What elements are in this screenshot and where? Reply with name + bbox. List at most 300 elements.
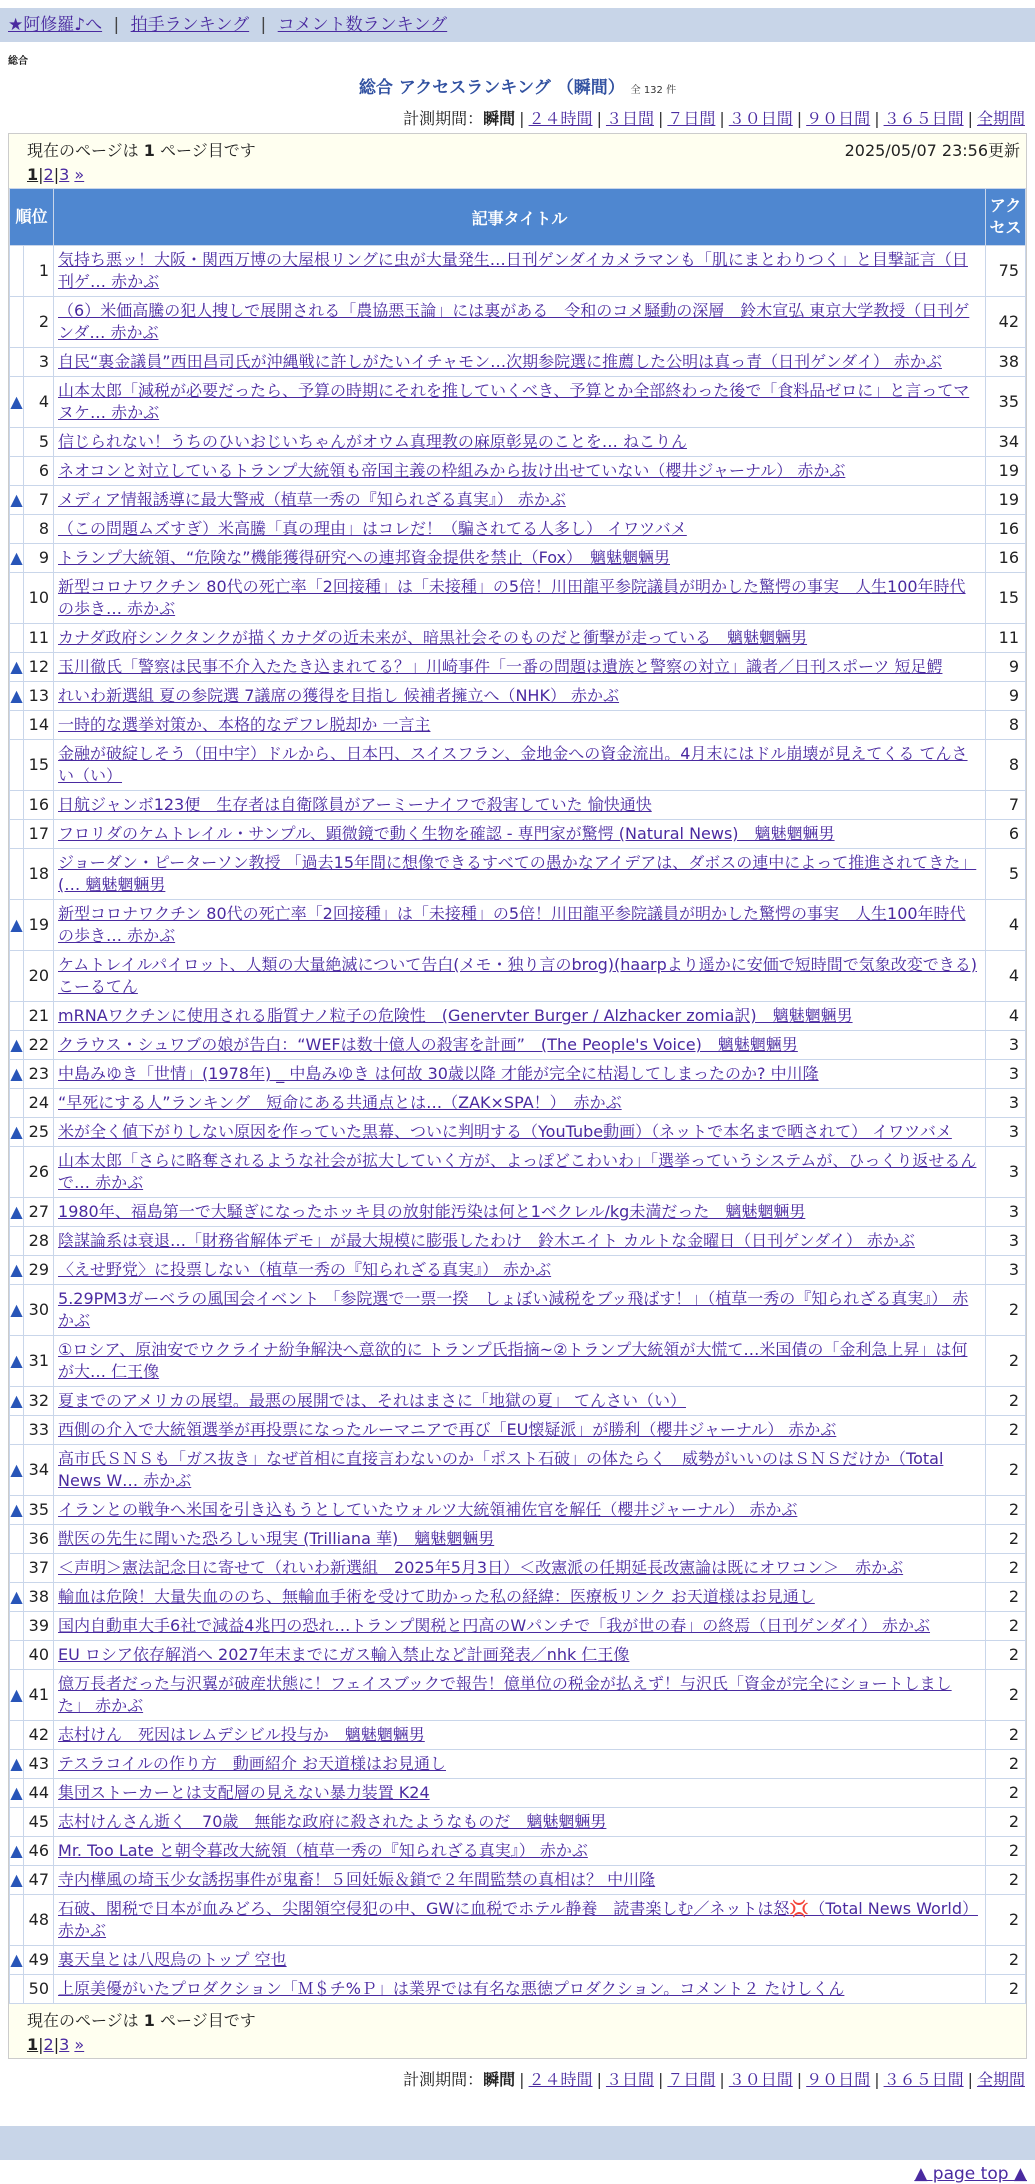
rank-cell: 21 bbox=[24, 1002, 54, 1031]
access-count-cell: 3 bbox=[986, 1227, 1026, 1256]
period-link[interactable]: ３０日間 bbox=[728, 2070, 793, 2089]
title-cell bbox=[54, 1895, 986, 1946]
up-arrow-icon: ▲ bbox=[10, 1841, 23, 1860]
table-row bbox=[10, 1089, 1026, 1118]
rank-change-cell bbox=[10, 1445, 24, 1496]
rank-change-cell bbox=[10, 624, 24, 653]
rank-cell: 5 bbox=[24, 428, 54, 457]
article-link[interactable]: ケムトレイルパイロット、人類の大量絶滅について告白(メモ・独り言のbrog)(haarpより遥かに安価で短時間で気象改変できる) こーるてん bbox=[58, 955, 977, 996]
article-link[interactable]: 山本太郎「さらに略奪されるような社会が拡大していく方が、よっぽどこわいわ」「選挙っていうシステムが、ひっくり返せるんで… 赤かぶ bbox=[58, 1151, 977, 1192]
access-count-cell: 2 bbox=[986, 1946, 1026, 1975]
nav-separator: | bbox=[113, 15, 120, 35]
title-cell bbox=[54, 1118, 986, 1147]
period-link[interactable]: ２４時間 bbox=[528, 109, 593, 128]
period-link[interactable]: ３０日間 bbox=[728, 109, 793, 128]
page-link[interactable]: 3 bbox=[59, 2035, 70, 2054]
rank-cell: 42 bbox=[24, 1721, 54, 1750]
rank-cell: 32 bbox=[24, 1387, 54, 1416]
table-row bbox=[10, 1837, 1026, 1866]
table-row bbox=[10, 1445, 1026, 1496]
current-page-number: 1 bbox=[143, 141, 155, 160]
article-link[interactable]: カナダ政府シンクタンクが描くカナダの近未来が、暗黒社会そのものだと衝撃が走っている 魑魅魍魎男 bbox=[58, 628, 808, 647]
period-separator: | bbox=[967, 109, 973, 128]
title-cell bbox=[54, 1554, 986, 1583]
rank-change-cell bbox=[10, 486, 24, 515]
access-count-cell: 2 bbox=[986, 1866, 1026, 1895]
rank-change-cell bbox=[10, 1198, 24, 1227]
period-link[interactable]: ３日間 bbox=[605, 109, 654, 128]
article-link[interactable]: メディア情報誘導に最大警戒（植草一秀の『知られざる真実』） 赤かぶ bbox=[58, 490, 566, 509]
table-row bbox=[10, 624, 1026, 653]
page-info-suffix: ページ目です bbox=[160, 141, 256, 160]
table-row bbox=[10, 297, 1026, 348]
table-row bbox=[10, 457, 1026, 486]
rank-cell: 25 bbox=[24, 1118, 54, 1147]
table-header bbox=[10, 189, 1026, 246]
up-arrow-icon: ▲ bbox=[10, 657, 23, 676]
article-link[interactable]: ネオコンと対立しているトランプ大統領も帝国主義の枠組みから抜け出せていない（櫻井ジャーナル） 赤かぶ bbox=[58, 461, 846, 480]
title-cell bbox=[54, 900, 986, 951]
article-link[interactable]: 1980年、福島第一で大騒ぎになったホッキ貝の放射能汚染は何と1ベクレル/kg未満だった 魑魅魍魎男 bbox=[58, 1202, 806, 1221]
up-arrow-icon: ▲ bbox=[10, 686, 23, 705]
access-count-cell: 42 bbox=[986, 297, 1026, 348]
title-cell bbox=[54, 1416, 986, 1445]
rank-change-cell bbox=[10, 1946, 24, 1975]
rank-change-cell bbox=[10, 1416, 24, 1445]
access-count-cell: 3 bbox=[986, 1089, 1026, 1118]
rank-cell: 34 bbox=[24, 1445, 54, 1496]
period-separator: | bbox=[874, 2070, 880, 2089]
article-link[interactable]: 西側の介入で大統領選挙が再投票になったルーマニアで再び「EU懐疑派」が勝利（櫻井ジャーナル） 赤かぶ bbox=[58, 1420, 837, 1439]
rank-change-cell bbox=[10, 900, 24, 951]
title-cell bbox=[54, 1227, 986, 1256]
table-row bbox=[10, 1808, 1026, 1837]
access-count-cell: 3 bbox=[986, 1118, 1026, 1147]
rank-change-cell bbox=[10, 246, 24, 297]
title-cell bbox=[54, 820, 986, 849]
article-link[interactable]: 高市氏ＳＮＳも「ガス抜き」なぜ首相に直接言わないのか「ポスト石破」の体たらく 威勢がいいのはＳＮＳだけか（Total News W… 赤かぶ bbox=[58, 1449, 944, 1490]
access-count-cell: 4 bbox=[986, 900, 1026, 951]
up-arrow-icon: ▲ bbox=[10, 1950, 23, 1969]
page-links bbox=[27, 2035, 1008, 2054]
rank-cell: 19 bbox=[24, 900, 54, 951]
table-row bbox=[10, 1285, 1026, 1336]
article-link[interactable]: EU ロシア依存解消へ 2027年末までにガス輸入禁止など計画発表／nhk 仁王像 bbox=[58, 1645, 630, 1664]
up-arrow-icon: ▲ bbox=[10, 1300, 23, 1319]
rank-cell: 4 bbox=[24, 377, 54, 428]
current-page-number: 1 bbox=[143, 2011, 155, 2030]
access-count-cell: 2 bbox=[986, 1285, 1026, 1336]
table-row bbox=[10, 900, 1026, 951]
rank-cell: 3 bbox=[24, 348, 54, 377]
article-link[interactable]: 志村けんさん逝く 70歳 無能な政府に殺されたようなものだ 魑魅魍魎男 bbox=[58, 1812, 607, 1831]
title-cell bbox=[54, 791, 986, 820]
article-link[interactable]: “早死にする人”ランキング 短命にある共通点とは…（ZAK×SPA！） 赤かぶ bbox=[58, 1093, 622, 1112]
rank-change-cell bbox=[10, 1866, 24, 1895]
article-link[interactable]: 山本太郎「減税が必要だったら、予算の時期にそれを推していくべき、予算とか全部終わった後で「食料品ゼロに」と言ってマヌケ… 赤かぶ bbox=[58, 381, 970, 422]
article-link[interactable]: ＜声明＞憲法記念日に寄せて（れいわ新選組 2025年5月3日）＜改憲派の任期延長改憲論は既にオワコン＞ 赤かぶ bbox=[58, 1558, 904, 1577]
access-count-cell: 15 bbox=[986, 573, 1026, 624]
up-arrow-icon: ▲ bbox=[10, 1685, 23, 1704]
table-row bbox=[10, 653, 1026, 682]
rank-cell: 45 bbox=[24, 1808, 54, 1837]
period-separator: | bbox=[967, 2070, 973, 2089]
table-row bbox=[10, 849, 1026, 900]
table-row bbox=[10, 348, 1026, 377]
page-link[interactable]: 3 bbox=[59, 165, 70, 184]
rank-change-cell bbox=[10, 1779, 24, 1808]
rank-change-cell bbox=[10, 1118, 24, 1147]
rank-cell: 30 bbox=[24, 1285, 54, 1336]
rank-change-cell bbox=[10, 1975, 24, 2004]
table-row bbox=[10, 791, 1026, 820]
rank-change-cell bbox=[10, 1256, 24, 1285]
access-count-cell: 3 bbox=[986, 1060, 1026, 1089]
article-link[interactable]: 陰謀論系は衰退…「財務省解体デモ」が最大規模に膨張したわけ 鈴木エイト カルトな金曜日（日刊ゲンダイ） 赤かぶ bbox=[58, 1231, 915, 1250]
ranking-container bbox=[8, 133, 1027, 2059]
up-arrow-icon: ▲ bbox=[10, 1122, 23, 1141]
updated-timestamp: 2025/05/07 23:56更新 bbox=[844, 141, 1020, 160]
period-link[interactable]: ７日間 bbox=[667, 2070, 716, 2089]
rank-cell: 22 bbox=[24, 1031, 54, 1060]
article-link[interactable]: テスラコイルの作り方 動画紹介 お天道様はお見通し bbox=[58, 1754, 446, 1773]
rank-cell: 10 bbox=[24, 573, 54, 624]
rank-change-cell bbox=[10, 1670, 24, 1721]
title-cell bbox=[54, 486, 986, 515]
table-row bbox=[10, 246, 1026, 297]
page-title bbox=[0, 73, 1035, 98]
page-info-suffix: ページ目です bbox=[160, 2011, 256, 2030]
rank-cell: 12 bbox=[24, 653, 54, 682]
rank-change-cell bbox=[10, 1227, 24, 1256]
period-separator: | bbox=[719, 109, 725, 128]
access-count-cell: 2 bbox=[986, 1895, 1026, 1946]
period-link[interactable]: 全期間 bbox=[976, 2070, 1025, 2089]
access-count-cell: 9 bbox=[986, 682, 1026, 711]
title-cell bbox=[54, 1670, 986, 1721]
access-count-cell: 4 bbox=[986, 1002, 1026, 1031]
table-row bbox=[10, 1336, 1026, 1387]
next-page-link[interactable]: » bbox=[74, 165, 85, 184]
title-cell bbox=[54, 1387, 986, 1416]
article-link[interactable]: （6）米価高騰の犯人捜しで展開される「農協悪玉論」には裏がある 令和のコメ騒動の深層 鈴木宣弘 東京大学教授（日刊ゲンダ… 赤かぶ bbox=[58, 301, 970, 342]
table-row bbox=[10, 1612, 1026, 1641]
article-link[interactable]: れいわ新選組 夏の参院選 7議席の獲得を目指し 候補者擁立へ（NHK） 赤かぶ bbox=[58, 686, 620, 705]
article-link[interactable]: Mr. Too Late と朝令暮改大統領（植草一秀の『知られざる真実』） 赤かぶ bbox=[58, 1841, 588, 1860]
article-link[interactable]: 玉川徹氏「警察は民事不介入たたき込まれてる？」川崎事件「一番の問題は遺族と警察の対立」識者／日刊スポーツ 短足鰐 bbox=[58, 657, 943, 676]
table-row bbox=[10, 1866, 1026, 1895]
table-row bbox=[10, 486, 1026, 515]
rank-cell: 46 bbox=[24, 1837, 54, 1866]
access-count-cell: 19 bbox=[986, 457, 1026, 486]
access-count-cell: 2 bbox=[986, 1525, 1026, 1554]
article-link[interactable]: 夏までのアメリカの展望。最悪の展開では、それはまさに「地獄の夏」 てんさい（い） bbox=[58, 1391, 686, 1410]
title-cell bbox=[54, 1866, 986, 1895]
access-count-cell: 6 bbox=[986, 820, 1026, 849]
article-link[interactable]: 石破、閣税で日本が血みどろ、尖閣領空侵犯の中、GWに血税でホテル静養 読書楽しむ／ネットは怒💢（Total News World） 赤かぶ bbox=[58, 1899, 978, 1940]
page-separator: | bbox=[53, 165, 60, 184]
comment-ranking-link[interactable]: コメント数ランキング bbox=[277, 15, 448, 35]
title-cell bbox=[54, 653, 986, 682]
article-link[interactable]: 寺内樺風の埼玉少女誘拐事件が鬼畜！５回妊娠＆鎖で２年間監禁の真相は？ 中川隆 bbox=[58, 1870, 656, 1889]
title-cell bbox=[54, 1256, 986, 1285]
rank-cell: 29 bbox=[24, 1256, 54, 1285]
article-link[interactable]: ①ロシア、原油安でウクライナ紛争解決へ意欲的に トランプ氏指摘~②トランプ大統領が大慌て…米国債の「金利急上昇」は何が大… 仁王像 bbox=[58, 1340, 968, 1381]
up-arrow-icon: ▲ bbox=[10, 915, 23, 934]
rank-cell: 33 bbox=[24, 1416, 54, 1445]
home-link[interactable]: ★阿修羅♪へ bbox=[8, 15, 103, 35]
title-cell bbox=[54, 1525, 986, 1554]
up-arrow-icon: ▲ bbox=[10, 1587, 23, 1606]
up-arrow-icon: ▲ bbox=[10, 1391, 23, 1410]
rank-change-cell bbox=[10, 1060, 24, 1089]
title-cell bbox=[54, 711, 986, 740]
access-count-cell: 2 bbox=[986, 1496, 1026, 1525]
article-link[interactable]: 自民“裏金議員”西田昌司氏が沖縄戦に許しがたいイチャモン…次期参院選に推薦した公明は真っ青（日刊ゲンダイ） 赤かぶ bbox=[58, 352, 942, 371]
title-cell bbox=[54, 740, 986, 791]
access-count-cell: 2 bbox=[986, 1416, 1026, 1445]
title-cell bbox=[54, 1496, 986, 1525]
rank-cell: 17 bbox=[24, 820, 54, 849]
rank-change-cell bbox=[10, 820, 24, 849]
page-info-prefix: 現在のページは bbox=[27, 2011, 139, 2030]
article-link[interactable]: 志村けん 死因はレムデシビル投与か 魑魅魍魎男 bbox=[58, 1725, 425, 1744]
title-cell bbox=[54, 1750, 986, 1779]
title-cell bbox=[54, 573, 986, 624]
access-count-cell: 2 bbox=[986, 1779, 1026, 1808]
article-link[interactable]: 気持ち悪ッ！大阪・関西万博の大屋根リングに虫が大量発生…日刊ゲンダイカメラマンも「肌にまとわりつく」と目撃証言（日刊ゲ… 赤かぶ bbox=[58, 250, 968, 291]
period-link[interactable]: ３日間 bbox=[605, 2070, 654, 2089]
category-label: 総合 bbox=[8, 56, 28, 67]
article-link[interactable]: 〈えせ野党〉に投票しない（植草一秀の『知られざる真実』） 赤かぶ bbox=[58, 1260, 552, 1279]
rank-change-cell bbox=[10, 1147, 24, 1198]
period-separator: | bbox=[874, 109, 880, 128]
rank-cell: 50 bbox=[24, 1975, 54, 2004]
table-row bbox=[10, 1118, 1026, 1147]
period-link[interactable]: ２４時間 bbox=[528, 2070, 593, 2089]
page-link[interactable]: 2 bbox=[43, 2035, 54, 2054]
access-count-cell: 2 bbox=[986, 1750, 1026, 1779]
period-current: 瞬間 bbox=[483, 109, 516, 128]
rank-cell: 44 bbox=[24, 1779, 54, 1808]
article-link[interactable]: ジョーダン・ピーターソン教授 「過去15年間に想像できるすべての愚かなアイデアは、ダボスの連中によって推進されてきた」(… 魑魅魍魎男 bbox=[58, 853, 977, 894]
rank-cell: 38 bbox=[24, 1583, 54, 1612]
ranking-table bbox=[9, 188, 1026, 2004]
title-cell bbox=[54, 246, 986, 297]
table-row bbox=[10, 1525, 1026, 1554]
page-link-current: 1 bbox=[27, 2035, 39, 2054]
period-link[interactable]: 全期間 bbox=[976, 109, 1025, 128]
rank-cell: 49 bbox=[24, 1946, 54, 1975]
article-link[interactable]: 金融が破綻しそう（田中宇）ドルから、日本円、スイスフラン、金地金への資金流出。4月末にはドル崩壊が見えてくる てんさい（い） bbox=[58, 744, 968, 785]
title-cell bbox=[54, 1946, 986, 1975]
page-link[interactable]: 2 bbox=[43, 165, 54, 184]
pager-top bbox=[9, 134, 1026, 188]
article-link[interactable]: 上原美優がいたプロダクション「Ｍ＄チ%Ｐ」は業界では有名な悪徳プロダクション。コメント２ たけしくん bbox=[58, 1979, 845, 1998]
article-link[interactable]: フロリダのケムトレイル・サンプル、顕微鏡で動く生物を確認 - 専門家が驚愕 (Natural News) 魑魅魍魎男 bbox=[58, 824, 835, 843]
table-row bbox=[10, 1147, 1026, 1198]
table-row bbox=[10, 1721, 1026, 1750]
title-cell bbox=[54, 515, 986, 544]
access-count-cell: 7 bbox=[986, 791, 1026, 820]
title-cell bbox=[54, 951, 986, 1002]
rank-change-cell bbox=[10, 348, 24, 377]
article-link[interactable]: 中島みゆき「世情」(1978年) _ 中島みゆき は何故 30歳以降 才能が完全に枯渇してしまったのか? 中川隆 bbox=[58, 1064, 819, 1083]
rank-cell: 48 bbox=[24, 1895, 54, 1946]
article-link[interactable]: トランプ大統領、“危険な”機能獲得研究への連邦資金提供を禁止（Fox） 魑魅魍魎男 bbox=[58, 548, 670, 567]
table-row bbox=[10, 1750, 1026, 1779]
period-separator: | bbox=[596, 109, 602, 128]
access-count-cell: 2 bbox=[986, 1445, 1026, 1496]
table-row bbox=[10, 1256, 1026, 1285]
up-arrow-icon: ▲ bbox=[10, 548, 23, 567]
rank-change-cell bbox=[10, 297, 24, 348]
title-cell bbox=[54, 1336, 986, 1387]
access-count-cell: 3 bbox=[986, 1256, 1026, 1285]
table-row bbox=[10, 1670, 1026, 1721]
rank-change-cell bbox=[10, 1612, 24, 1641]
rank-cell: 2 bbox=[24, 297, 54, 348]
rank-cell: 1 bbox=[24, 246, 54, 297]
rank-cell: 13 bbox=[24, 682, 54, 711]
title-cell bbox=[54, 1031, 986, 1060]
article-link[interactable]: 新型コロナワクチン 80代の死亡率「2回接種」は「未接種」の5倍！川田龍平参院議員が明かした驚愕の事実 人生100年時代の歩き… 赤かぶ bbox=[58, 904, 966, 945]
access-count-cell: 2 bbox=[986, 1612, 1026, 1641]
table-row bbox=[10, 1895, 1026, 1946]
period-separator: | bbox=[596, 2070, 602, 2089]
access-count-cell: 8 bbox=[986, 711, 1026, 740]
table-row bbox=[10, 1554, 1026, 1583]
rank-change-cell bbox=[10, 1583, 24, 1612]
rank-change-cell bbox=[10, 1031, 24, 1060]
table-row bbox=[10, 428, 1026, 457]
period-link[interactable]: ３６５日間 bbox=[883, 109, 964, 128]
rank-cell: 40 bbox=[24, 1641, 54, 1670]
period-link[interactable]: ３６５日間 bbox=[883, 2070, 964, 2089]
rank-cell: 11 bbox=[24, 624, 54, 653]
article-link[interactable]: 米が全く値下がりしない原因を作っていた黒幕、ついに判明する（YouTube動画）（ネットで本名まで晒されて） イワツバメ bbox=[58, 1122, 952, 1141]
rank-cell: 9 bbox=[24, 544, 54, 573]
table-row bbox=[10, 740, 1026, 791]
period-link[interactable]: ９０日間 bbox=[806, 2070, 871, 2089]
access-count-cell: 2 bbox=[986, 1721, 1026, 1750]
rank-change-cell bbox=[10, 1721, 24, 1750]
rank-change-cell bbox=[10, 377, 24, 428]
access-header: アクセス bbox=[986, 189, 1026, 246]
article-link[interactable]: 億万長者だった与沢翼が破産状態に！フェイスブックで報告！億単位の税金が払えず！与沢氏「資金が完全にショートしました」 赤かぶ bbox=[58, 1674, 952, 1715]
title-cell bbox=[54, 1445, 986, 1496]
article-link[interactable]: イランとの戦争へ米国を引き込もうとしていたウォルツ大統領補佐官を解任（櫻井ジャーナル） 赤かぶ bbox=[58, 1500, 798, 1519]
clap-ranking-link[interactable]: 拍手ランキング bbox=[130, 15, 250, 35]
rank-change-cell bbox=[10, 573, 24, 624]
page-separator: | bbox=[53, 2035, 60, 2054]
rank-cell: 41 bbox=[24, 1670, 54, 1721]
rank-change-cell bbox=[10, 740, 24, 791]
title-cell bbox=[54, 1808, 986, 1837]
access-count-cell: 16 bbox=[986, 515, 1026, 544]
access-count-cell: 2 bbox=[986, 1387, 1026, 1416]
rank-change-cell bbox=[10, 1002, 24, 1031]
page-info-prefix: 現在のページは bbox=[27, 141, 139, 160]
rank-cell: 28 bbox=[24, 1227, 54, 1256]
article-link[interactable]: 輸血は危険！大量失血ののち、無輸血手術を受けて助かった私の経緯：医療板リンク お天道様はお見通し bbox=[58, 1587, 815, 1606]
table-row bbox=[10, 951, 1026, 1002]
period-separator: | bbox=[657, 109, 664, 128]
rank-change-cell bbox=[10, 515, 24, 544]
table-row bbox=[10, 1946, 1026, 1975]
article-link[interactable]: 集団ストーカーとは支配層の見えない暴力装置 K24 bbox=[58, 1783, 430, 1802]
article-link[interactable]: 信じられない！うちのひいおじいちゃんがオウム真理教の麻原彰晃のことを… ねこりん bbox=[58, 432, 687, 451]
article-link[interactable]: （この問題ムズすぎ）米高騰「真の理由」はコレだ！（騙されてる人多し） イワツバメ bbox=[58, 519, 687, 538]
article-link[interactable]: 日航ジャンボ123便 生存者は自衛隊員がアーミーナイフで殺害していた 愉快通快 bbox=[58, 795, 652, 814]
up-arrow-icon: ▲ bbox=[10, 1035, 23, 1054]
rank-change-cell bbox=[10, 849, 24, 900]
access-count-cell: 5 bbox=[986, 849, 1026, 900]
rank-cell: 24 bbox=[24, 1089, 54, 1118]
title-cell bbox=[54, 1147, 986, 1198]
period-link[interactable]: ７日間 bbox=[667, 109, 716, 128]
access-count-cell: 75 bbox=[986, 246, 1026, 297]
rank-cell: 7 bbox=[24, 486, 54, 515]
table-row bbox=[10, 1641, 1026, 1670]
rank-change-cell bbox=[10, 457, 24, 486]
up-arrow-icon: ▲ bbox=[10, 1460, 23, 1479]
next-page-link[interactable]: » bbox=[74, 2035, 85, 2054]
page-top-link[interactable]: ▲ page top ▲ bbox=[914, 2164, 1027, 2184]
access-count-cell: 8 bbox=[986, 740, 1026, 791]
access-count-cell: 3 bbox=[986, 1198, 1026, 1227]
access-count-cell: 35 bbox=[986, 377, 1026, 428]
article-link[interactable]: 国内自動車大手6社で減益4兆円の恐れ…トランプ関税と円高のWパンチで「我が世の春」の終焉（日刊ゲンダイ） 赤かぶ bbox=[58, 1616, 931, 1635]
rank-change-cell bbox=[10, 1089, 24, 1118]
rank-cell: 47 bbox=[24, 1866, 54, 1895]
rank-change-cell bbox=[10, 682, 24, 711]
rank-change-cell bbox=[10, 1750, 24, 1779]
rank-change-cell bbox=[10, 653, 24, 682]
access-count-cell: 2 bbox=[986, 1808, 1026, 1837]
title-header: 記事タイトル bbox=[54, 189, 986, 246]
article-link[interactable]: クラウス・シュワブの娘が告白：“WEFは数十億人の殺害を計画” (The People's Voice) 魑魅魍魎男 bbox=[58, 1035, 798, 1054]
article-link[interactable]: 裏天皇とは八咫烏のトップ 空也 bbox=[58, 1950, 287, 1969]
title-cell bbox=[54, 849, 986, 900]
title-cell bbox=[54, 682, 986, 711]
access-count-cell: 2 bbox=[986, 1336, 1026, 1387]
up-arrow-icon: ▲ bbox=[10, 1202, 23, 1221]
rank-change-cell bbox=[10, 1285, 24, 1336]
period-selector bbox=[0, 2067, 1025, 2090]
rank-cell: 26 bbox=[24, 1147, 54, 1198]
article-link[interactable]: 一時的な選挙対策か、本格的なデフレ脱却か 一言主 bbox=[58, 715, 431, 734]
rank-cell: 18 bbox=[24, 849, 54, 900]
access-count-cell: 2 bbox=[986, 1641, 1026, 1670]
period-link[interactable]: ９０日間 bbox=[806, 109, 871, 128]
rank-header: 順位 bbox=[10, 189, 54, 246]
table-row bbox=[10, 1031, 1026, 1060]
table-row bbox=[10, 1779, 1026, 1808]
title-cell bbox=[54, 1583, 986, 1612]
rank-cell: 36 bbox=[24, 1525, 54, 1554]
title-cell bbox=[54, 348, 986, 377]
article-link[interactable]: 5.29PM3ガーベラの風国会イベント 「参院選で一票一揆 しょぼい減税をブッ飛ばす！」（植草一秀の『知られざる真実』） 赤かぶ bbox=[58, 1289, 969, 1330]
rank-cell: 39 bbox=[24, 1612, 54, 1641]
article-link[interactable]: mRNAワクチンに使用される脂質ナノ粒子の危険性 (Genervter Burger / Alzhacker zomia訳) 魑魅魍魎男 bbox=[58, 1006, 853, 1025]
rank-change-cell bbox=[10, 711, 24, 740]
article-link[interactable]: 新型コロナワクチン 80代の死亡率「2回接種」は「未接種」の5倍！川田龍平参院議員が明かした驚愕の事実 人生100年時代の歩き… 赤かぶ bbox=[58, 577, 966, 618]
pager-bottom bbox=[9, 2004, 1026, 2058]
title-cell bbox=[54, 1060, 986, 1089]
article-link[interactable]: 獣医の先生に聞いた恐ろしい現実 (Trilliana 華) 魑魅魍魎男 bbox=[58, 1529, 495, 1548]
up-arrow-icon: ▲ bbox=[10, 1260, 23, 1279]
